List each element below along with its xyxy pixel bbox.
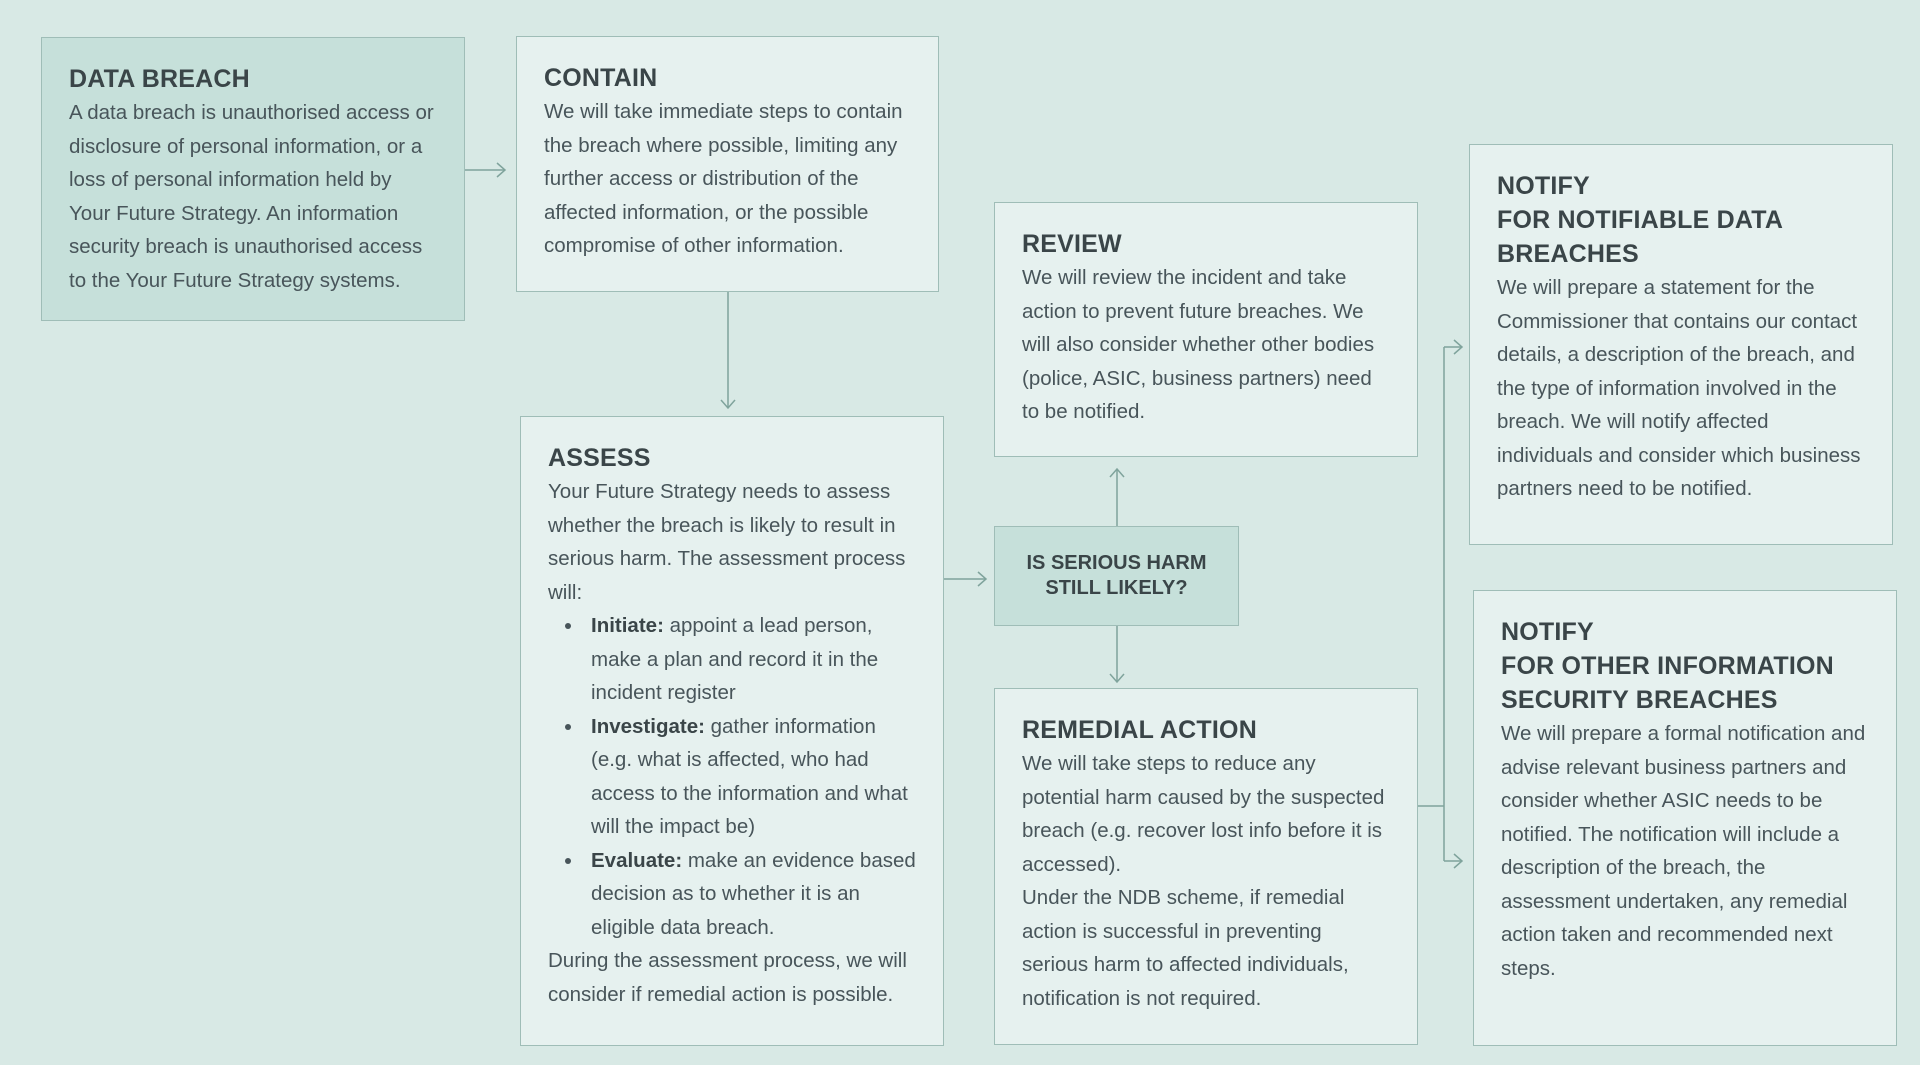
data-breach-box xyxy=(41,37,465,321)
remedial-action-box xyxy=(994,688,1418,1045)
contain-text: We will take immediate steps to contain the breach where possible, limiting any further access or distribution of the affected information, or the possible compromise of other information. xyxy=(544,100,903,257)
assess-step-evaluate xyxy=(548,844,916,945)
notify-other-text: We will prepare a formal notification and advise relevant business partners and consider whether ASIC needs to be notified. The notification will include a description of the breach, the assessment undertaken, any remedial action taken and recommended next steps. xyxy=(1501,722,1866,980)
data-breach-text: A data breach is unauthorised access or disclosure of personal information, or a loss of personal information held by Your Future Strategy. An information security breach is unauthorised access to the Your Future Strategy systems. xyxy=(69,101,434,292)
remedial-action-ndb-note: Under the NDB scheme, if remedial action is successful in preventing serious harm to affected individuals, notification is not required. xyxy=(1022,886,1349,1010)
notify-ndb-title: NOTIFY xyxy=(1497,172,1590,200)
assess-step-text: gather information (e.g. what is affected, who had access to the information and what will the impact be) xyxy=(591,714,908,838)
assess-step-term: Investigate: xyxy=(591,714,705,738)
data-breach-title: DATA BREACH xyxy=(69,65,250,93)
contain-box xyxy=(516,36,939,292)
serious-harm-question: IS SERIOUS HARM STILL LIKELY? xyxy=(1026,552,1207,599)
assess-steps-list xyxy=(548,609,916,944)
assess-step-term: Initiate: xyxy=(591,614,664,637)
review-box xyxy=(994,202,1418,457)
notify-ndb-text: We will prepare a statement for the Commissioner that contains our contact details, a description of the breach, and the type of information involved in the breach. We will notify affected individuals and consider which business partners need to be notified. xyxy=(1497,276,1861,500)
assess-step-term: Evaluate: xyxy=(591,848,683,872)
review-text: We will review the incident and take action to prevent future breaches. We will also consider whether other bodies (police, ASIC, business partners) need to be notified. xyxy=(1022,266,1375,423)
notify-other-title: NOTIFY xyxy=(1501,618,1594,646)
assess-step-text: make an evidence based decision as to whether it is an eligible data breach. xyxy=(591,848,916,939)
notify-other-subtitle: FOR OTHER INFORMATION SECURITY BREACHES xyxy=(1501,652,1834,714)
assess-box xyxy=(520,416,944,1046)
notify-ndb-box xyxy=(1469,144,1893,545)
assess-step-initiate xyxy=(548,609,916,710)
contain-title: CONTAIN xyxy=(544,64,658,92)
notify-other-box xyxy=(1473,590,1897,1046)
assess-step-investigate xyxy=(548,710,916,844)
assess-outro: During the assessment process, we will consider if remedial action is possible. xyxy=(548,949,907,1006)
remedial-action-title: REMEDIAL ACTION xyxy=(1022,716,1257,744)
review-title: REVIEW xyxy=(1022,230,1122,258)
assess-step-text: appoint a lead person, make a plan and record it in the incident register xyxy=(591,614,879,704)
notify-ndb-subtitle: FOR NOTIFIABLE DATA BREACHES xyxy=(1497,206,1783,268)
assess-intro: Your Future Strategy needs to assess whether the breach is likely to result in serious harm. The assessment process will: xyxy=(548,480,906,604)
assess-title: ASSESS xyxy=(548,444,651,472)
serious-harm-decision xyxy=(994,526,1239,626)
remedial-action-text: We will take steps to reduce any potential harm caused by the suspected breach (e.g. recover lost info before it is accessed). xyxy=(1022,752,1385,876)
